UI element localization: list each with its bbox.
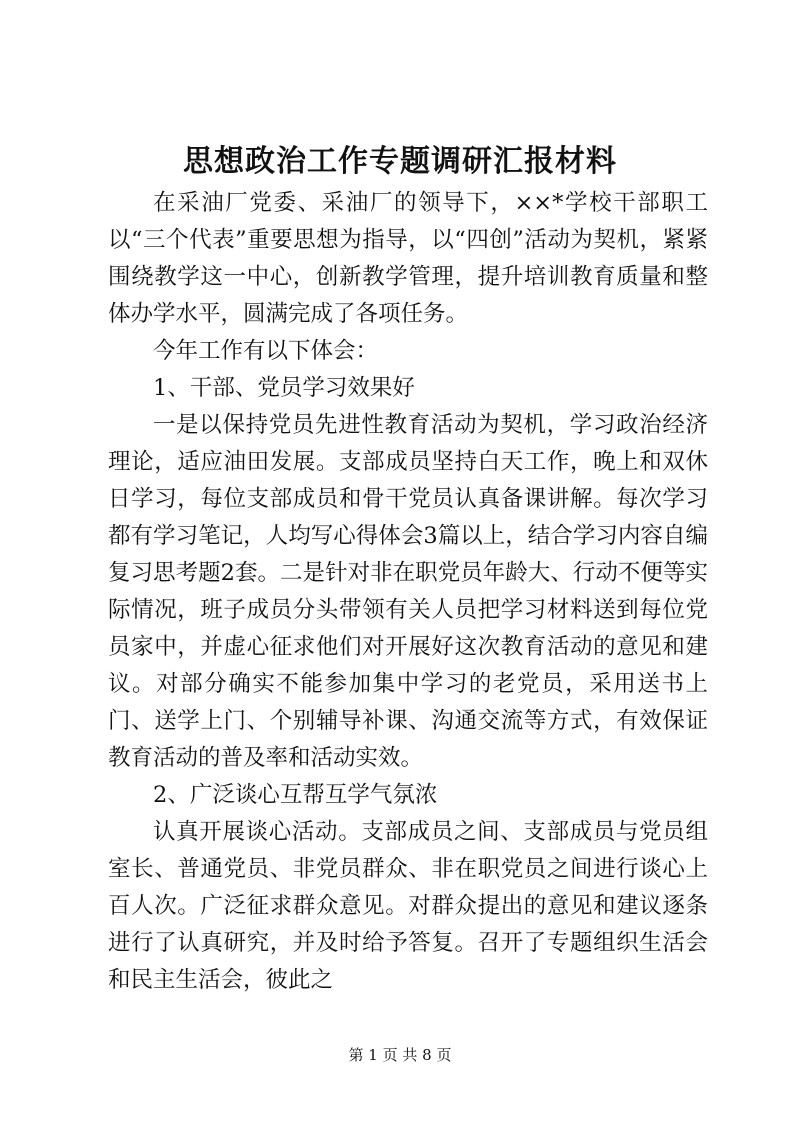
paragraph-section-2: 认真开展谈心活动。支部成员之间、支部成员与党员组室长、普通党员、非党员群众、非在职党员之间进行谈心上百人次。广泛征求群众意见。对群众提出的意见和建议逐条进行了认真研究，并及时给予答复。召开了专题组织生活会和民主生活会，彼此之 <box>108 819 708 993</box>
paragraph-intro: 在采油厂党委、采油厂的领导下，××*学校干部职工以“三个代表”重要思想为指导，以“四创”活动为契机，紧紧围绕教学这一中心，创新教学管理，提升培训教育质量和整体办学水平，圆满完成了各项任务。 <box>108 190 708 327</box>
document-title: 思想政治工作专题调研汇报材料 <box>183 144 617 179</box>
document-body <box>108 185 708 999</box>
paragraph-section-1: 一是以保持党员先进性教育活动为契机，学习政治经济理论，适应油田发展。支部成员坚持白天工作，晚上和双休日学习，每位支部成员和骨干党员认真备课讲解。每次学习都有学习笔记，人均写心得体会3篇以上，结合学习内容自编复习思考题2套。二是针对非在职党员年龄大、行动不便等实际情况，班子成员分头带领有关人员把学习材料送到每位党员家中，并虚心征求他们对开展好这次教育活动的意见和建议。对部分确实不能参加集中学习的老党员，采用送书上门、送学上门、个别辅导补课、沟通交流等方式，有效保证教育活动的普及率和活动实效。 <box>108 412 708 771</box>
section-heading-1: 1、干部、党员学习效果好 <box>153 375 415 401</box>
paragraph-summary-lead: 今年工作有以下体会： <box>153 338 379 364</box>
page-number-footer: 第 1 页 共 8 页 <box>348 1046 452 1064</box>
section-heading-2: 2、广泛谈心互帮互学气氛浓 <box>153 782 438 808</box>
